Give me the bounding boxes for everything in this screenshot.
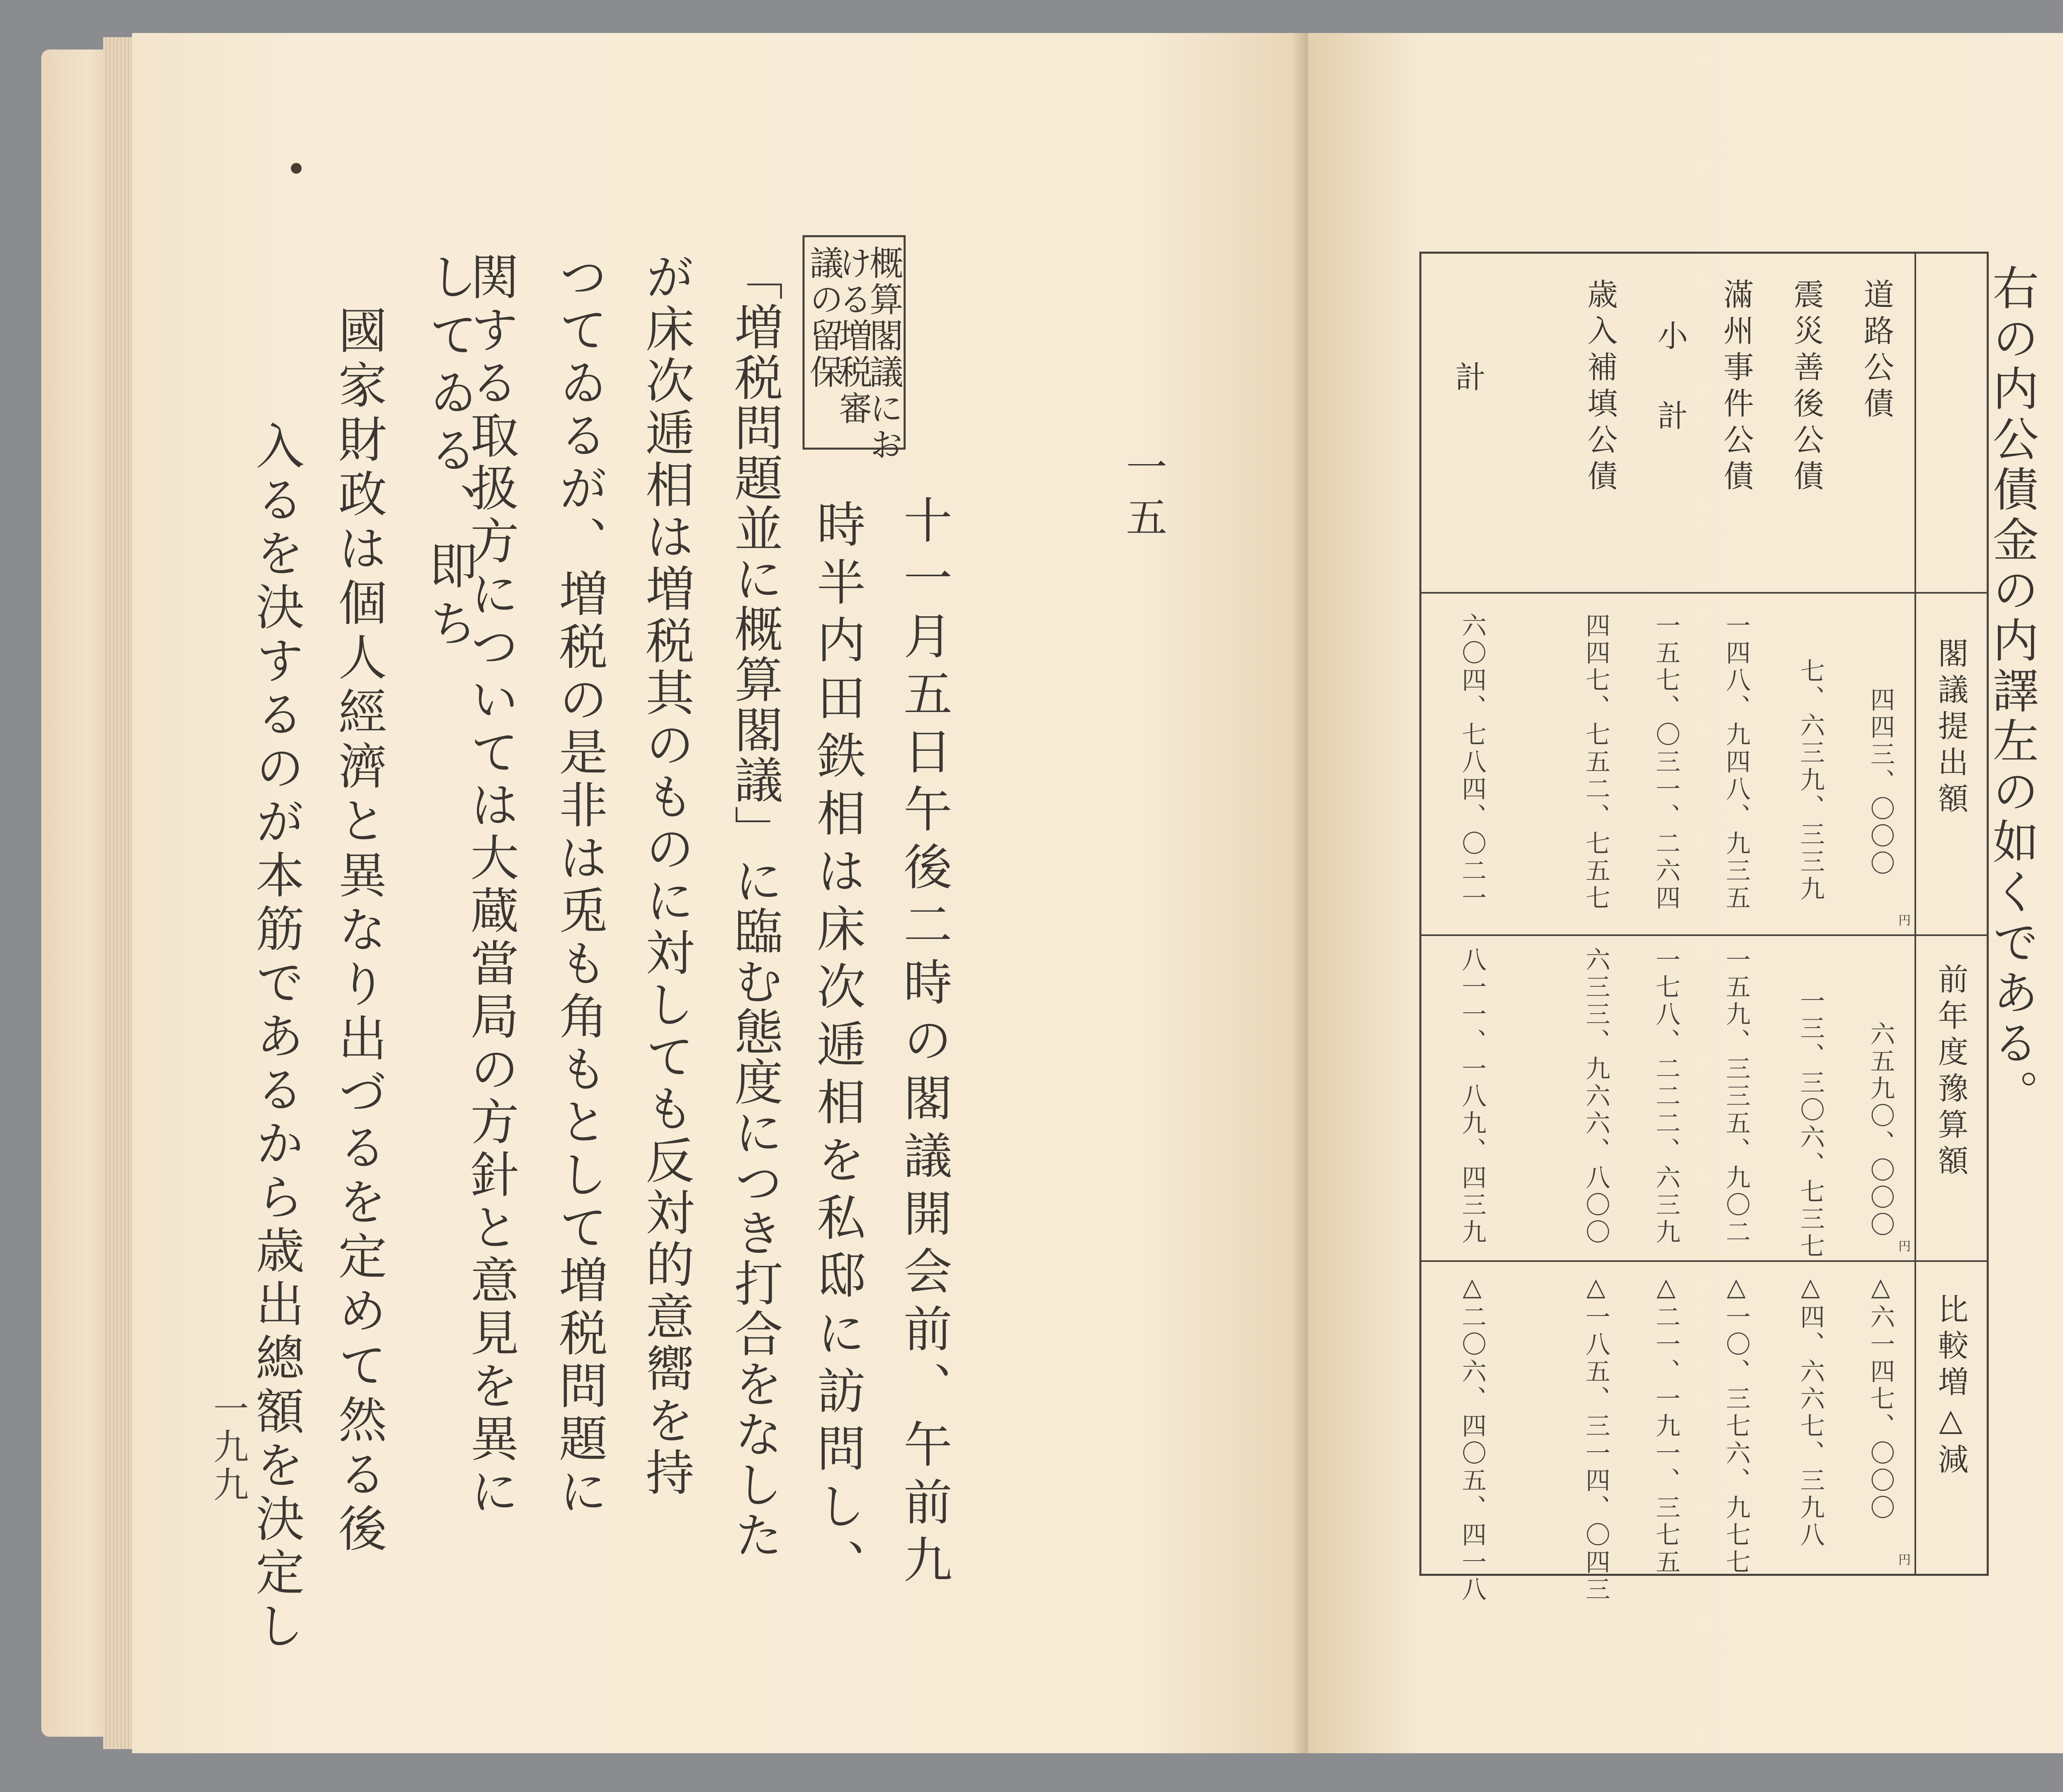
text-column-5: つてゐるが、増税の是非は兎も角もとして増税問題に: [551, 252, 608, 1519]
row-label-earthquake-bonds: 震災善後公債: [1789, 278, 1824, 496]
col-header-comparison: 比較増△減: [1933, 1293, 1969, 1480]
value-diff-earthquake: △四、六六七、三九八: [1796, 1273, 1825, 1549]
col-header-cabinet-submitted: 閣議提出額: [1933, 637, 1969, 819]
row-label-revenue-bonds: 歳入補填公債: [1582, 278, 1618, 496]
text-column-1: 十一月五日午後二時の閣議開会前、午前九: [895, 495, 952, 1592]
value-cabinet-manchuria: 一四八、九四八、九三五: [1722, 613, 1751, 912]
value-prev-subtotal: 一七八、二二二、六三九: [1652, 947, 1681, 1246]
text-column-7: してゐる、即ち: [421, 252, 478, 656]
row-label-road-bonds: 道路公債: [1859, 278, 1894, 424]
value-prev-road: 六五九〇、〇〇〇: [1866, 1021, 1895, 1239]
value-prev-total: 八一一、一八九、四三九: [1458, 947, 1487, 1246]
value-prev-revenue: 六三三、九六六、八〇〇: [1581, 947, 1610, 1246]
value-diff-revenue: △一八五、三一四、〇四三: [1581, 1273, 1610, 1603]
unit-yen-2: 円: [1896, 1240, 1910, 1252]
text-column-4: が床次逓相は増税其のものに対しても反対的意嚮を持: [637, 252, 694, 1499]
value-diff-manchuria: △一〇、三七六、九七七: [1722, 1273, 1751, 1576]
bond-breakdown-table: [1419, 252, 1989, 1603]
value-cabinet-revenue: 四四七、七五二、七五七: [1581, 613, 1610, 912]
row-label-total: 計: [1450, 361, 1486, 397]
text-column-6: 関する取扱方については大蔵當局の方針と意見を異に: [462, 252, 519, 1519]
unit-yen-1: 円: [1896, 914, 1910, 926]
row-label-manchuria-bonds: 滿州事件公債: [1718, 278, 1754, 496]
value-cabinet-subtotal: 一五七、〇三一、二六四: [1652, 613, 1681, 912]
text-column-9: 入るを決するのが本筋であるから歳出總額を決定し: [248, 421, 304, 1654]
value-diff-total: △二〇六、四〇五、四一八: [1458, 1273, 1487, 1603]
value-cabinet-road: 四四三、〇〇〇: [1866, 687, 1895, 877]
text-column-8: 國家財政は個人經濟と異なり出づるを定めて然る後: [330, 305, 387, 1558]
row-label-subtotal: 小計: [1652, 320, 1688, 480]
value-cabinet-earthquake: 七、六三九、三三九: [1796, 658, 1825, 903]
value-diff-subtotal: △二一、一九一、三七五: [1652, 1273, 1681, 1576]
value-diff-road: △六一四七、〇〇〇: [1866, 1273, 1895, 1522]
value-cabinet-total: 六〇四、七八四、〇二一: [1458, 613, 1487, 912]
margin-note-line-1: 概算閣議にお: [864, 245, 903, 463]
col-header-prev-year-budget: 前年度豫算額: [1933, 963, 1969, 1181]
value-prev-manchuria: 一五九、三三五、九〇二: [1722, 947, 1751, 1246]
folio-left: 一九九: [207, 1390, 248, 1504]
section-number: 一五: [1119, 446, 1167, 546]
ink-spot: [291, 163, 302, 174]
intro-line: 右の内公債金の内譯左の如くである。: [1985, 264, 2039, 1120]
text-column-3: 「増税問題並に概算閣議」に臨む態度につき打合をなした: [726, 252, 783, 1560]
text-column-2: 時半内田鉄相は床次逓相を私邸に訪問し、: [809, 499, 866, 1596]
unit-yen-3: 円: [1896, 1553, 1910, 1566]
value-prev-earthquake: 一三、三〇六、七三七: [1796, 988, 1825, 1260]
margin-note-box: [803, 235, 906, 463]
margin-note-line-2: ける増税審: [833, 245, 872, 427]
margin-note-line-3: 議の留保: [804, 245, 843, 391]
